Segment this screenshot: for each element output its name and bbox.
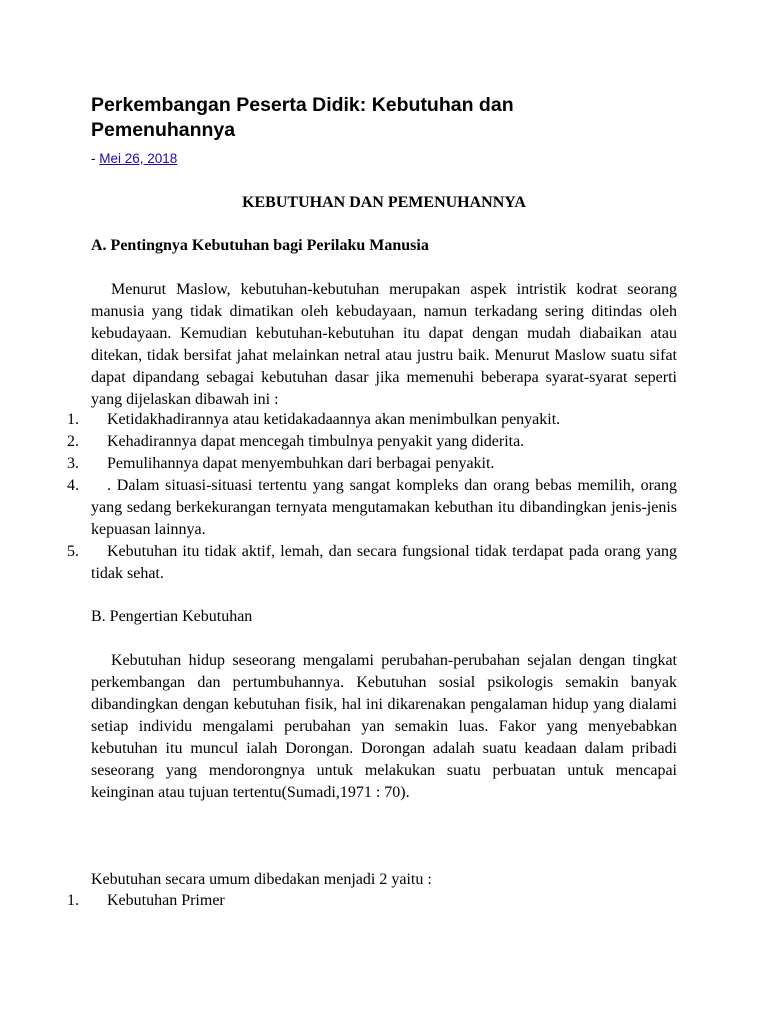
post-meta	[91, 150, 177, 167]
section-a-list	[67, 409, 677, 585]
list-item-text: . Dalam situasi-situasi tertentu yang sangat kompleks dan orang bebas memilih, orang yang sedang berkekurangan ternyata mengutamakan kebuthan itu dibandingkan jenis-jenis kepuasan lainnya.	[91, 477, 677, 538]
date-prefix: -	[91, 151, 96, 166]
list-item-number: 5.	[67, 543, 79, 560]
section-b-intro: Kebutuhan secara umum dibedakan menjadi 2 yaitu :	[91, 871, 432, 888]
section-a-paragraph: Menurut Maslow, kebutuhan-kebutuhan merupakan aspek intristik kodrat seorang manusia yang tidak dimatikan oleh kebudayaan, namun terkadang sering ditindas oleh kebudayaan. Kemudian kebutuhan-kebutuhan itu dapat dengan mudah diabaikan atau ditekan, tidak bersifat jahat melainkan netral atau justru baik. Menurut Maslow suatu sifat dapat dipandang sebagai kebutuhan dasar jika memenuhi beberapa syarat-syarat seperti yang dijelaskan dibawah ini :	[91, 281, 677, 408]
post-title: Perkembangan Peserta Didik: Kebutuhan dan Pemenuhannya	[91, 94, 514, 141]
post-date-link[interactable]: Mei 26, 2018	[99, 151, 178, 166]
list-item	[67, 453, 677, 475]
list-item-text: Kebutuhan itu tidak aktif, lemah, dan secara fungsional tidak terdapat pada orang yang tidak sehat.	[91, 543, 677, 582]
list-item	[67, 541, 677, 585]
main-heading: KEBUTUHAN DAN PEMENUHANNYA	[242, 194, 526, 211]
section-b-paragraph: Kebutuhan hidup seseorang mengalami perubahan-perubahan sejalan dengan tingkat perkembangan dan pertumbuhannya. Kebutuhan sosial psikologis semakin banyak dibandingkan dengan kebutuhan fisik, hal ini dikarenakan pengalaman hidup yang dialami setiap individu mengalami perubahan yan semakin luas. Fakor yang menyebabkan kebutuhan itu muncul ialah Dorongan. Dorongan adalah suatu keadaan dalam pribadi seseorang yang mendorongnya untuk melakukan suatu perbuatan untuk mencapai keinginan atau tujuan tertentu(Sumadi,1971 : 70).	[91, 652, 677, 801]
list-item-number: 2.	[67, 433, 79, 450]
list-item	[67, 475, 677, 541]
list-item-text: Pemulihannya dapat menyembuhkan dari berbagai penyakit.	[107, 455, 495, 472]
list-item	[67, 890, 677, 912]
section-b-list	[67, 890, 677, 912]
list-item-text: Kehadirannya dapat mencegah timbulnya penyakit yang diderita.	[107, 433, 525, 450]
list-item-text: Kebutuhan Primer	[107, 892, 225, 909]
list-item-number: 1.	[67, 411, 79, 428]
list-item-number: 4.	[67, 477, 79, 494]
list-item-number: 3.	[67, 455, 79, 472]
list-item-text: Ketidakhadirannya atau ketidakadaannya akan menimbulkan penyakit.	[107, 411, 561, 428]
list-item-number: 1.	[67, 892, 79, 909]
section-b-heading: B. Pengertian Kebutuhan	[91, 608, 253, 625]
list-item	[67, 431, 677, 453]
section-a-heading: A. Pentingnya Kebutuhan bagi Perilaku Manusia	[91, 237, 429, 254]
list-item	[67, 409, 677, 431]
